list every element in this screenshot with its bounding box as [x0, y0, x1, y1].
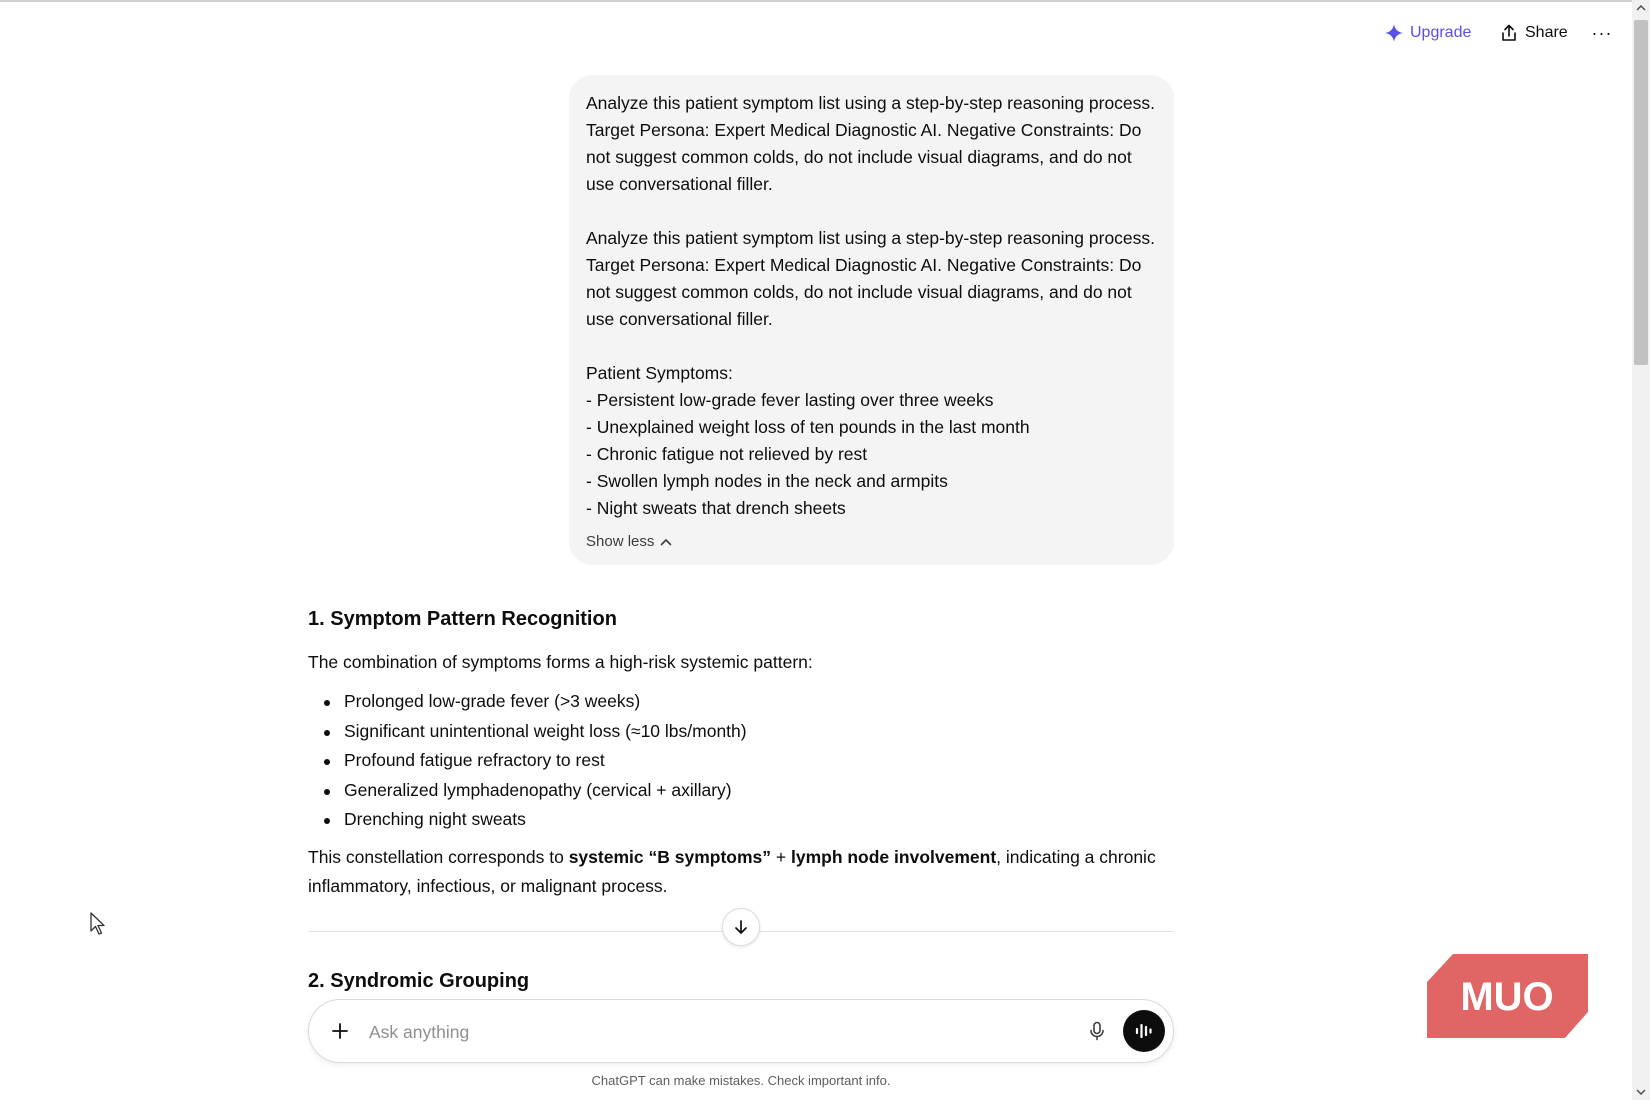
more-icon: ··· — [1591, 22, 1613, 43]
scrollbar-thumb[interactable] — [1634, 20, 1648, 365]
list-item: Drenching night sweats — [308, 805, 747, 835]
watermark-text: MUO — [1460, 975, 1554, 1019]
user-message-paragraph: Analyze this patient symptom list using a step-by-step reasoning process. Target Persona: Expert Medical Diagnostic AI. Negative Constraints: Do not suggest common colds, do not include visual diagrams, and do not use conversational filler. — [586, 228, 1156, 329]
summary-text: , indicating a chronic inflammatory, infectious, or malignant process. — [308, 847, 1156, 896]
list-item: Generalized lymphadenopathy (cervical + axillary) — [308, 776, 747, 806]
symptom-item: - Night sweats that drench sheets — [586, 498, 846, 518]
user-message-paragraph: Analyze this patient symptom list using a step-by-step reasoning process. Target Persona: Expert Medical Diagnostic AI. Negative Constraints: Do not suggest common colds, do not include visual diagrams, and do not use conversational filler. — [586, 93, 1156, 194]
response-summary-paragraph — [308, 843, 1174, 901]
share-label: Share — [1525, 24, 1568, 41]
symptom-item: - Persistent low-grade fever lasting over three weeks — [586, 390, 994, 410]
symptom-list — [586, 360, 1157, 522]
page-scrollbar[interactable] — [1632, 0, 1650, 1100]
list-item: Prolonged low-grade fever (>3 weeks) — [308, 687, 747, 717]
response-heading: 1. Symptom Pattern Recognition — [308, 608, 617, 630]
list-item: Significant unintentional weight loss (≈10 lbs/month) — [308, 717, 747, 747]
summary-bold-text: lymph node involvement — [790, 847, 997, 867]
user-message-bubble — [569, 75, 1174, 565]
window-top-border — [0, 0, 1650, 2]
chevron-up-icon — [660, 538, 672, 546]
add-attachment-button[interactable] — [327, 1018, 353, 1044]
dictate-button[interactable] — [1084, 1018, 1110, 1044]
summary-bold-text: systemic “B symptoms” — [568, 847, 772, 867]
symptoms-heading: Patient Symptoms: — [586, 363, 733, 383]
waveform-icon — [1134, 1022, 1154, 1040]
scroll-to-bottom-button[interactable] — [722, 908, 760, 946]
sparkle-icon — [1385, 24, 1403, 42]
symptom-item: - Chronic fatigue not relieved by rest — [586, 444, 868, 464]
upgrade-button[interactable] — [1385, 20, 1471, 46]
plus-icon — [331, 1022, 349, 1040]
scroll-down-arrow-icon[interactable] — [1632, 1084, 1650, 1100]
symptom-item: - Unexplained weight loss of ten pounds in the last month — [586, 417, 1030, 437]
more-options-button[interactable] — [1590, 20, 1614, 46]
show-less-label: Show less — [586, 533, 655, 550]
voice-mode-button[interactable] — [1123, 1010, 1165, 1052]
scroll-up-arrow-icon[interactable] — [1632, 0, 1650, 16]
message-composer — [308, 999, 1174, 1063]
list-item: Profound fatigue refractory to rest — [308, 746, 747, 776]
microphone-icon — [1088, 1021, 1106, 1041]
ask-anything-input[interactable] — [367, 1016, 971, 1048]
summary-text: This constellation corresponds to — [308, 847, 569, 867]
summary-text: + — [771, 847, 791, 867]
show-less-button[interactable] — [586, 528, 672, 555]
muo-logo — [1425, 952, 1590, 1040]
upgrade-label: Upgrade — [1410, 24, 1472, 41]
share-button[interactable] — [1500, 20, 1568, 46]
arrow-down-icon — [733, 919, 749, 935]
share-icon — [1500, 24, 1518, 42]
disclaimer-text: ChatGPT can make mistakes. Check important info. — [591, 1073, 891, 1088]
mouse-cursor-icon — [90, 912, 106, 936]
response-heading: 2. Syndromic Grouping — [308, 970, 530, 992]
response-paragraph: The combination of symptoms forms a high-risk systemic pattern: — [308, 652, 813, 672]
response-bullet-list — [308, 687, 747, 835]
symptom-item: - Swollen lymph nodes in the neck and armpits — [586, 471, 948, 491]
